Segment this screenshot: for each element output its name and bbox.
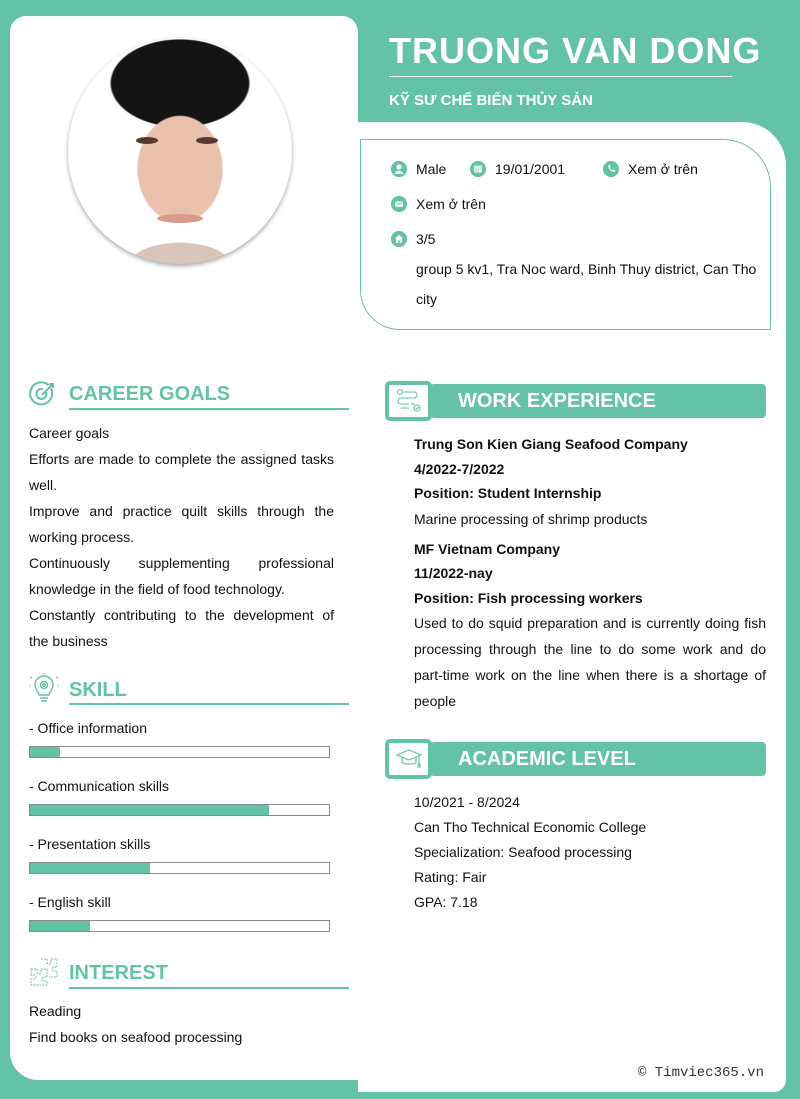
skill-label: - Communication skills	[29, 778, 170, 794]
workflow-icon	[385, 381, 432, 421]
job-period: 4/2022-7/2022	[414, 460, 505, 477]
job-title: KỸ SƯ CHẾ BIẾN THỦY SẢN	[389, 92, 593, 109]
career-goals-title: CAREER GOALS	[69, 383, 231, 405]
skill-label: - Office information	[29, 720, 148, 736]
job-description: people	[414, 693, 457, 709]
contact-address	[391, 231, 435, 247]
skill-bar	[29, 920, 330, 932]
mail-icon	[391, 196, 407, 212]
home-icon	[391, 231, 407, 247]
work-experience-content	[414, 432, 766, 714]
career-goals-rule	[69, 408, 349, 410]
job-position: Position: Fish processing workers	[414, 589, 643, 606]
avatar-eye-right	[196, 137, 218, 144]
career-goal-line: Improve and practice quilt skills through the	[29, 503, 334, 519]
target-icon	[29, 380, 57, 413]
contact-birthday	[470, 161, 565, 177]
career-goal-line: Career goals	[29, 425, 110, 441]
academic-level-header: ACADEMIC LEVEL	[430, 742, 766, 776]
job-description: part-time work on the line when there is a shortage of	[414, 667, 766, 683]
candidate-name: TRUONG VAN DONG	[389, 30, 762, 71]
address-line-2: group 5 kv1, Tra Noc ward, Binh Thuy district, Can Tho	[416, 261, 757, 277]
skill-label: - English skill	[29, 894, 111, 910]
skill-bar	[29, 862, 330, 874]
job-position: Position: Student Internship	[414, 485, 602, 501]
interest-title: INTEREST	[69, 962, 168, 984]
puzzle-icon	[29, 957, 59, 992]
interest-text	[29, 998, 334, 1050]
work-experience-header: WORK EXPERIENCE	[430, 384, 766, 418]
academic-line: Specialization: Seafood processing	[414, 844, 632, 860]
lightbulb-gear-icon	[29, 673, 59, 710]
career-goal-line: working process.	[29, 529, 135, 545]
phone-icon	[603, 161, 619, 177]
career-goal-line: the business	[29, 633, 108, 649]
job-company: MF Vietnam Company	[414, 540, 560, 557]
skill-bar	[29, 746, 330, 758]
interest-line: Reading	[29, 1003, 82, 1019]
contact-email[interactable]	[391, 196, 486, 212]
contact-gender	[391, 161, 446, 177]
job-period: 11/2022-nay	[414, 565, 493, 581]
avatar-mouth	[157, 214, 203, 223]
academic-line: Can Tho Technical Economic College	[414, 819, 647, 835]
gender-value: Male	[416, 161, 447, 177]
address-line-3: city	[416, 291, 437, 307]
academic-content	[414, 790, 766, 915]
watermark[interactable]: © Timviec365.vn	[637, 1065, 764, 1081]
address-line-1: 3/5	[416, 231, 436, 247]
avatar-eye-left	[136, 137, 158, 144]
birthday-value: 19/01/2001	[495, 161, 566, 177]
academic-line: GPA: 7.18	[414, 894, 478, 910]
career-goal-line: Continuously supplementing professional	[29, 555, 334, 571]
career-goal-line: Efforts are made to complete the assigned tasks	[29, 451, 334, 467]
name-divider	[389, 76, 732, 77]
skill-bar-fill	[30, 805, 269, 815]
email-value: Xem ở trên	[416, 196, 486, 212]
academic-line: 10/2021 - 8/2024	[414, 794, 520, 810]
skill-bar	[29, 804, 330, 816]
calendar-icon	[470, 161, 486, 177]
job-company: Trung Son Kien Giang Seafood Company	[414, 436, 688, 452]
user-icon	[391, 161, 407, 177]
interest-rule	[69, 987, 349, 989]
skill-title: SKILL	[69, 679, 127, 701]
job-description: Marine processing of shrimp products	[414, 510, 648, 527]
avatar-photo	[68, 38, 292, 264]
skill-label: - Presentation skills	[29, 836, 151, 852]
graduation-cap-icon	[385, 739, 432, 779]
skill-rule	[69, 703, 349, 705]
skill-bar-fill	[30, 863, 150, 873]
skill-bar-fill	[30, 747, 60, 757]
job-description: Used to do squid preparation and is currently doing fish	[414, 615, 766, 631]
interest-line: Find books on seafood processing	[29, 1029, 243, 1045]
contact-phone[interactable]	[603, 161, 698, 177]
job-description: processing through the line to do some work and do	[414, 641, 766, 657]
bottom-notch	[300, 1080, 358, 1099]
skill-bar-fill	[30, 921, 90, 931]
career-goal-line: well.	[29, 477, 58, 493]
career-goals-text	[29, 420, 334, 654]
career-goal-line: knowledge in the field of food technology.	[29, 581, 285, 597]
phone-value: Xem ở trên	[628, 161, 698, 177]
career-goal-line: Constantly contributing to the development of	[29, 607, 334, 623]
academic-line: Rating: Fair	[414, 869, 487, 885]
